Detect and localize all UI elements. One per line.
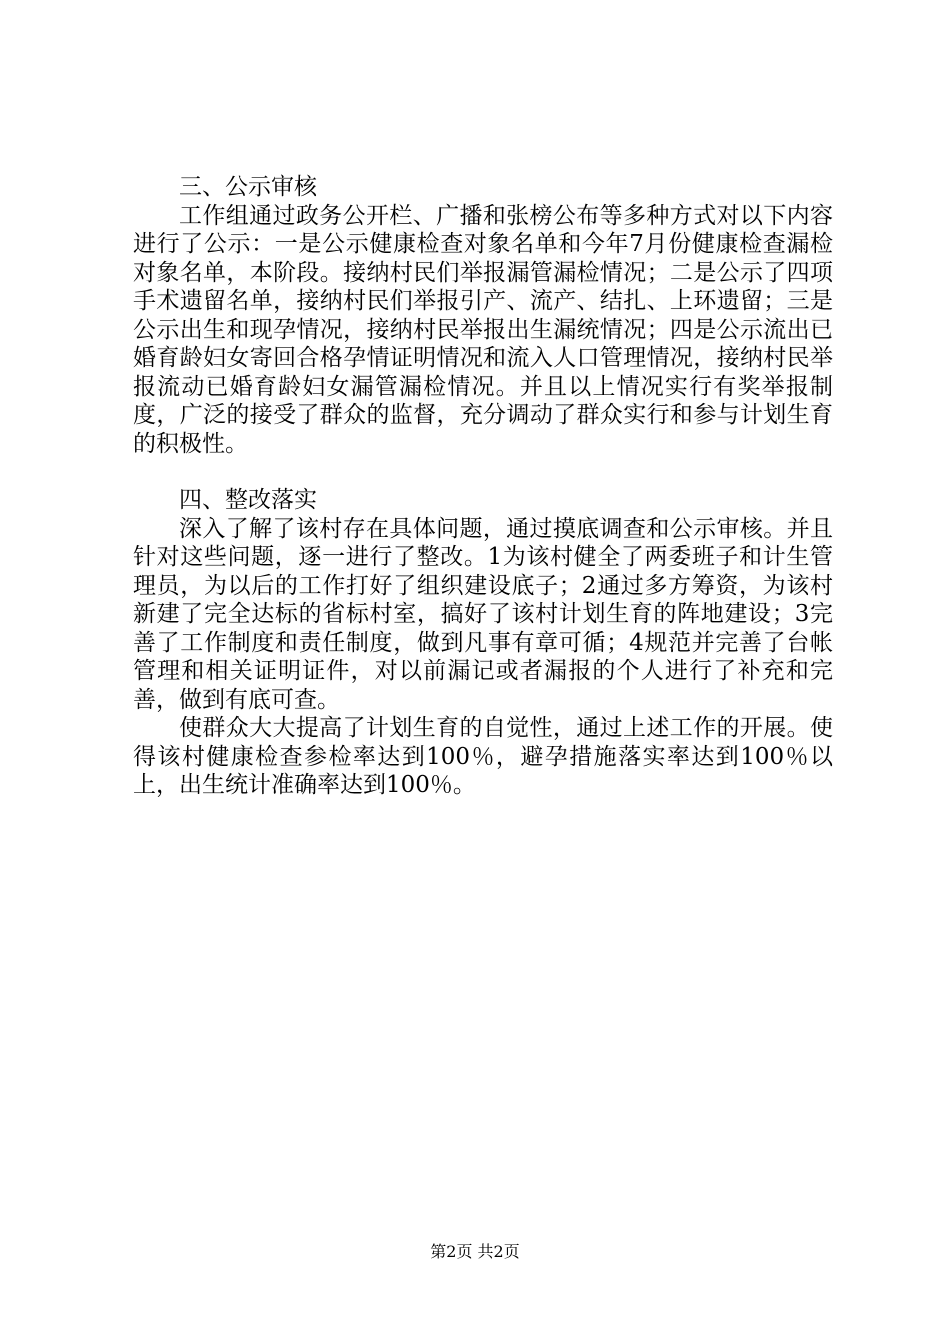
page-number-footer: 第2页 共2页 (430, 1242, 520, 1261)
paragraph: 使群众大大提高了计划生育的自觉性，通过上述工作的开展。使得该村健康检查参检率达到100％，避孕措施落实率达到100％以上，出生统计准确率达到100％。 (133, 715, 833, 798)
section-publicity-review (133, 173, 833, 458)
section-heading: 四、整改落实 (179, 487, 317, 513)
section-spacer (133, 458, 833, 486)
paragraph: 工作组通过政务公开栏、广播和张榜公布等多种方式对以下内容进行了公示：一是公示健康检查对象名单和今年7月份健康检查漏检对象名单，本阶段。接纳村民们举报漏管漏检情况；二是公示了四项手术遗留名单，接纳村民们举报引产、流产、结扎、上环遗留；三是公示出生和现孕情况，接纳村民举报出生漏统情况；四是公示流出已婚育龄妇女寄回合格孕情证明情况和流入人口管理情况，接纳村民举报流动已婚育龄妇女漏管漏检情况。并且以上情况实行有奖举报制度，广泛的接受了群众的监督，充分调动了群众实行和参与计划生育的积极性。 (133, 202, 833, 457)
paragraph: 深入了解了该村存在具体问题，通过摸底调查和公示审核。并且针对这些问题，逐一进行了整改。1为该村健全了两委班子和计生管理员，为以后的工作打好了组织建设底子；2通过多方筹资，为该村新建了完全达标的省标村室，搞好了该村计划生育的阵地建设；3完善了工作制度和责任制度，做到凡事有章可循；4规范并完善了台帐管理和相关证明证件，对以前漏记或者漏报的个人进行了补充和完善，做到有底可查。 (133, 515, 833, 713)
section-rectification (133, 486, 833, 800)
section-heading: 三、公示审核 (179, 174, 317, 200)
document-body (133, 173, 833, 800)
